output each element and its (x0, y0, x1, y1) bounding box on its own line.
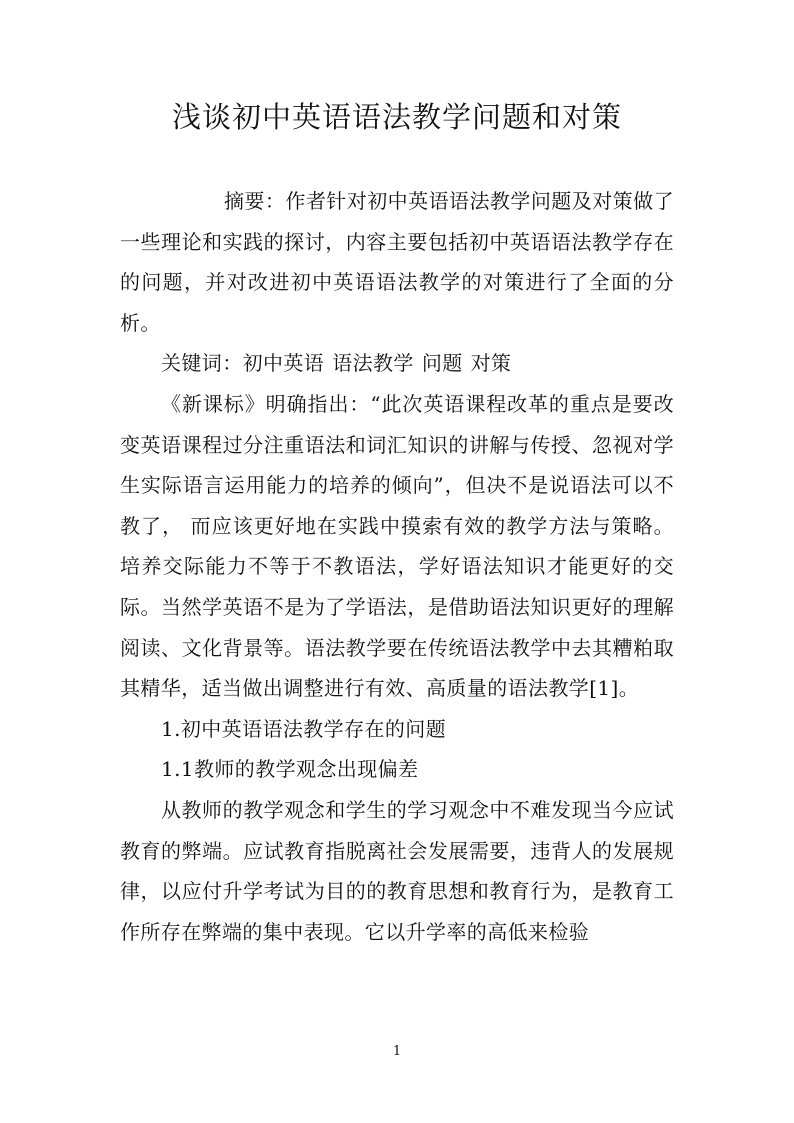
abstract-paragraph: 摘要：作者针对初中英语语法教学问题及对策做了一些理论和实践的探讨，内容主要包括初中英语语法教学存在的问题，并对改进初中英语语法教学的对策进行了全面的分析。 (120, 189, 674, 335)
document-body (120, 181, 674, 952)
subsection-heading: 1.1教师的教学观念出现偏差 (161, 757, 419, 782)
keywords-line (120, 343, 674, 384)
keyword-item: 问题 (421, 351, 463, 376)
page-number: 1 (392, 1044, 402, 1059)
body-paragraph: 《新课标》明确指出：“此次英语课程改革的重点是要改变英语课程过分注重语法和词汇知识的讲解与传授、忽视对学生实际语言运用能力的培养的倾向”，但决不是说语法可以不教了， 而应该更好地在实践中摸索有效的教学方法与策略。培养交际能力不等于不教语法，学好语法知识才能更好的交际。当然学英语不是为了学语法，是借助语法知识更好的理解阅读、文化背景等。语法教学要在传统语法教学中去其糟粕取其精华，适当做出调整进行有效、高质量的语法教学[1]。 (120, 391, 674, 701)
keyword-item: 初中英语 (242, 351, 325, 376)
section-paragraph: 从教师的教学观念和学生的学习观念中不难发现当今应试教育的弊端。应试教育指脱离社会发展需要，违背人的发展规律，以应付升学考试为目的的教育思想和教育行为，是教育工作所存在弊端的集中表现。它以升学率的高低来检验 (120, 797, 674, 944)
keyword-item: 对策 (470, 351, 512, 376)
keywords-label: 关键词： (161, 351, 243, 376)
section-heading: 1.初中英语语法教学存在的问题 (161, 716, 447, 741)
keyword-item: 语法教学 (332, 351, 414, 376)
document-title: 浅谈初中英语语法教学问题和对策 (171, 100, 622, 134)
